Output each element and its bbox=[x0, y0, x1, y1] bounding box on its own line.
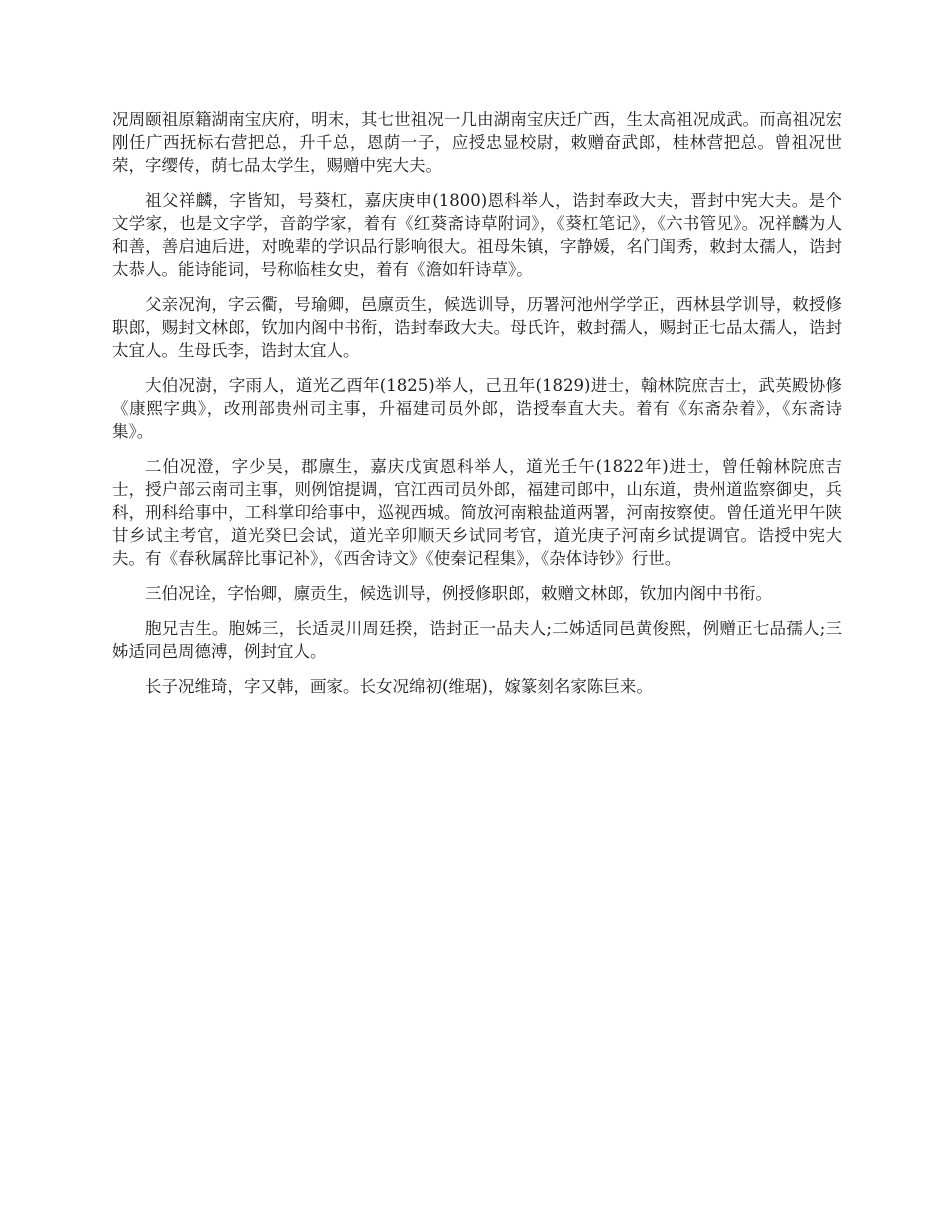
paragraph-siblings: 胞兄吉生。胞姊三，长适灵川周廷揆，诰封正一品夫人;二姊适同邑黄俊熙，例赠正七品孺人;三姊适同邑周德溥，例封宜人。 bbox=[112, 619, 842, 661]
paragraph-grandfather: 祖父祥麟，字皆知，号葵杠，嘉庆庚申(1800)恩科举人，诰封奉政大夫，晋封中宪大夫。是个文学家，也是文字学，音韵学家，着有《红葵斋诗草附词》，《葵杠笔记》，《六书管见》。况祥麟为人和善，善启迪后进，对晚辈的学识品行影响很大。祖母朱镇，字静媛，名门闺秀，敕封太孺人，诰封太恭人。能诗能词，号称临桂女史，着有《澹如轩诗草》。 bbox=[112, 191, 842, 279]
paragraph-ancestry: 况周颐祖原籍湖南宝庆府，明末，其七世祖况一几由湖南宝庆迁广西，生太高祖况成武。而高祖况宏刚任广西抚标右营把总，升千总，恩荫一子，应授忠显校尉，敕赠奋武郎，桂林营把总。曾祖况世荣，字缨传，荫七品太学生，赐赠中宪大夫。 bbox=[112, 110, 842, 175]
paragraph-father: 父亲况洵，字云衢，号瑜卿，邑廪贡生，候选训导，历署河池州学学正，西林县学训导，敕授修职郎，赐封文林郎，钦加内阁中书衔，诰封奉政大夫。母氏许，敕封孺人，赐封正七品太孺人，诰封太宜人。生母氏李，诰封太宜人。 bbox=[112, 295, 842, 360]
document-body bbox=[112, 108, 842, 710]
paragraph-eldest-uncle: 大伯况澍，字雨人，道光乙酉年(1825)举人，己丑年(1829)进士，翰林院庶吉士，武英殿协修《康熙字典》，改刑部贵州司主事，升福建司员外郎，诰授奉直大夫。着有《东斋杂着》，《东斋诗集》。 bbox=[112, 376, 842, 441]
paragraph-third-uncle: 三伯况诠，字怡卿，廪贡生，候选训导，例授修职郎，敕赠文林郎，钦加内阁中书衔。 bbox=[145, 584, 772, 603]
paragraph-second-uncle: 二伯况澄，字少吴，郡廪生，嘉庆戊寅恩科举人，道光壬午(1822年)进士，曾任翰林院庶吉士，授户部云南司主事，则例馆提调，官江西司员外郎，福建司郎中，山东道，贵州道监察御史，兵科，刑科给事中，工科掌印给事中，巡视西城。简放河南粮盐道两署，河南按察使。曾任道光甲午陕甘乡试主考官，道光癸巳会试，道光辛卯顺天乡试同考官，道光庚子河南乡试提调官。诰授中宪大夫。有《春秋属辞比事记补》，《西舍诗文》《使秦记程集》，《杂体诗钞》行世。 bbox=[112, 457, 842, 568]
paragraph-children: 长子况维琦，字又韩，画家。长女况绵初(维琚)，嫁篆刻名家陈巨来。 bbox=[145, 677, 653, 696]
